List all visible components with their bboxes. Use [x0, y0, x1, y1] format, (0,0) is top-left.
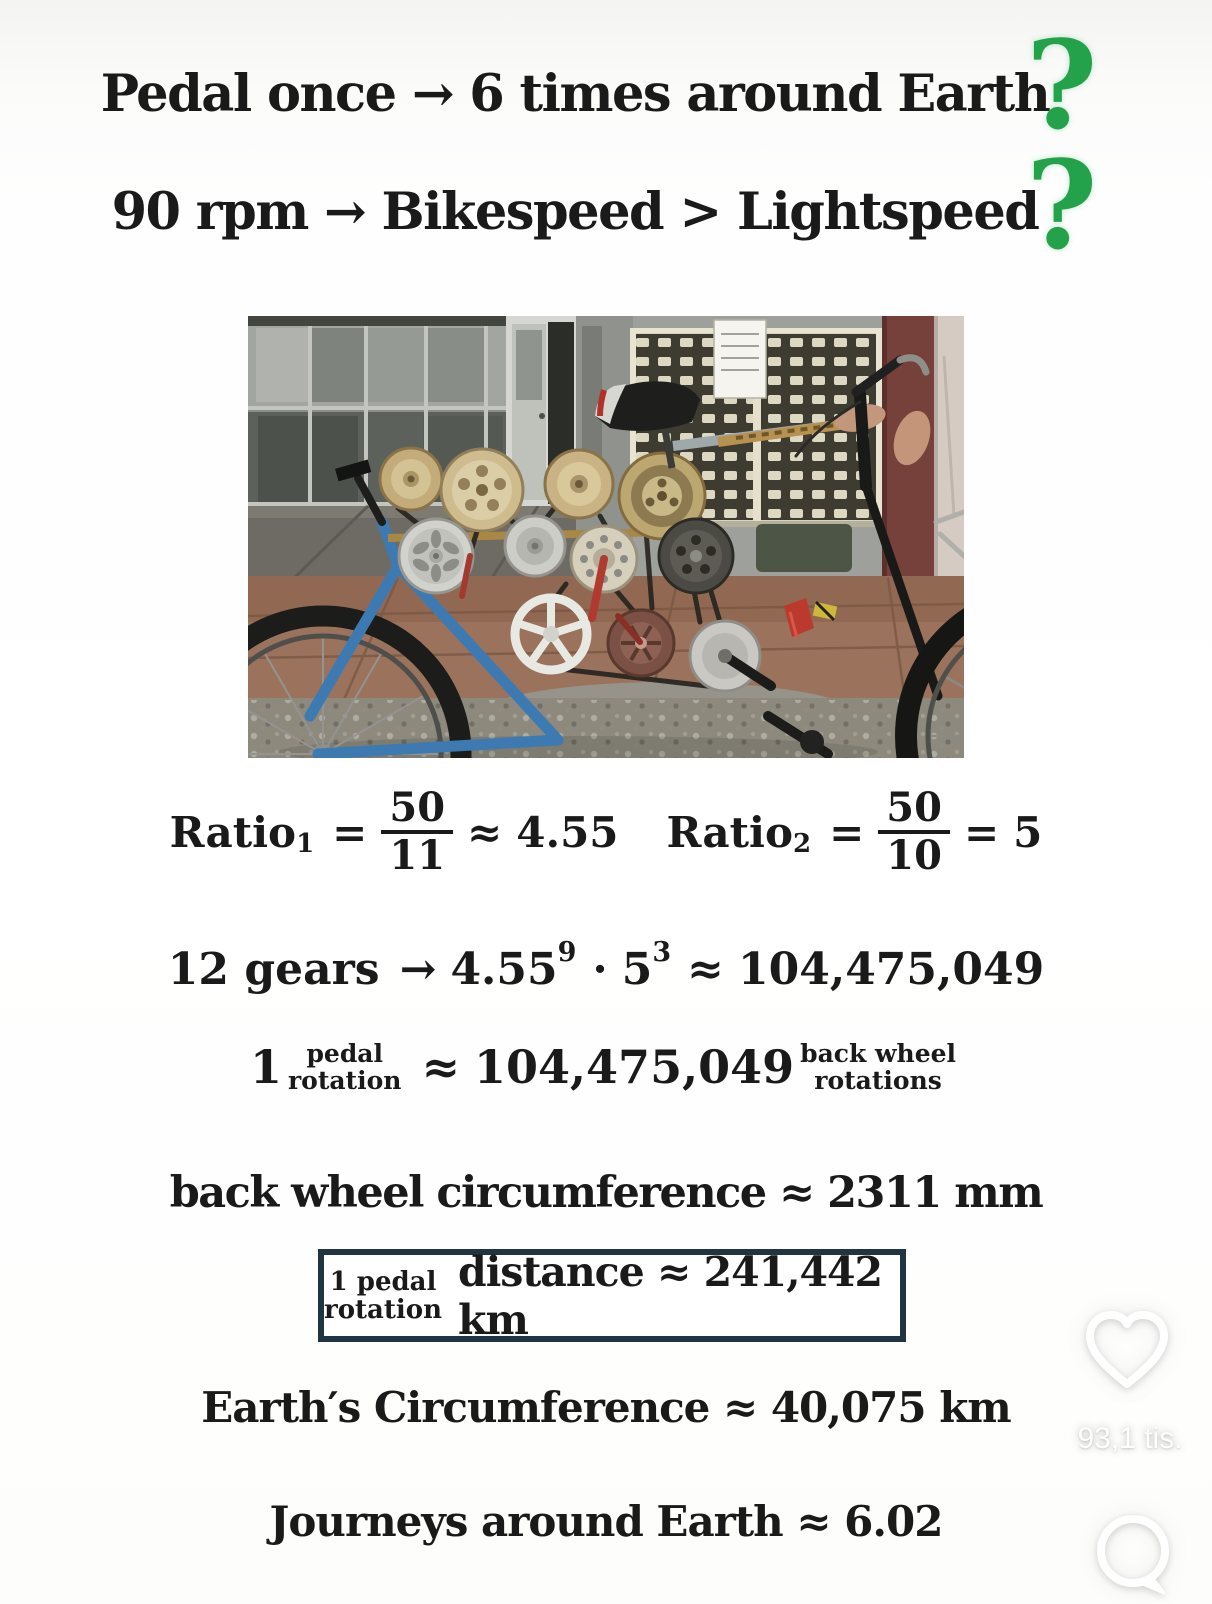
- like-button[interactable]: [1081, 1308, 1173, 1392]
- wheel-circumference-line: back wheel circumference ≈ 2311 mm: [169, 1168, 1043, 1218]
- rotations-value: 104,475,049: [474, 1040, 795, 1094]
- equals-sign: =: [963, 807, 1000, 857]
- journeys-line: Journeys around Earth ≈ 6.02: [269, 1497, 943, 1546]
- ratio-2-value: 5: [1013, 807, 1043, 857]
- base-2: 5: [621, 944, 653, 995]
- ratio-1-label: Ratio: [169, 807, 297, 857]
- ratio-1-subscript: 1: [296, 829, 315, 859]
- gears-lead: 12 gears: [167, 944, 380, 995]
- pedal-rotation-unit: pedal rotation: [287, 1039, 402, 1095]
- question-mark-1: ?: [1026, 13, 1098, 157]
- approx-sign: ≈: [467, 807, 503, 857]
- distance-box: [318, 1249, 906, 1342]
- denominator: 10: [878, 830, 950, 878]
- ratio-1: [170, 786, 619, 878]
- posted-paper: [714, 320, 766, 398]
- earth-circumference-line: Earth′s Circumference ≈ 40,075 km: [201, 1383, 1011, 1432]
- denominator: 11: [381, 830, 453, 878]
- arrow-sign: →: [399, 944, 437, 995]
- approx-sign: ≈: [421, 1040, 461, 1094]
- gear-count-formula: [0, 937, 1212, 995]
- trash-bin: [756, 524, 852, 572]
- comment-button[interactable]: [1089, 1510, 1177, 1598]
- exponent-2: 3: [652, 937, 672, 968]
- gears-result: 104,475,049: [738, 944, 1045, 995]
- coefficient: 1: [249, 1040, 282, 1094]
- equals-sign: =: [332, 807, 368, 857]
- title-line-2: 90 rpm → Bikespeed > Lightspeed: [111, 182, 1039, 242]
- equals-sign: =: [829, 807, 865, 857]
- ratio-2-subscript: 2: [792, 829, 812, 859]
- fraction-50-10: [878, 786, 950, 878]
- ratio-2-label: Ratio: [666, 807, 793, 857]
- dot-operator: ·: [592, 944, 608, 995]
- ratio-1-value: 4.55: [516, 807, 619, 857]
- question-mark-2: ?: [1026, 133, 1098, 277]
- bike-photo: [248, 316, 964, 758]
- numerator: 50: [886, 784, 942, 831]
- like-count: 93,1 tis.: [1077, 1422, 1183, 1455]
- approx-sign: ≈: [687, 944, 725, 995]
- exponent-1: 9: [557, 937, 577, 968]
- ratio-2: [667, 786, 1043, 878]
- base-1: 4.55: [450, 944, 558, 995]
- back-wheel-rotations-unit: back wheel rotations: [800, 1039, 957, 1095]
- distance-value: distance ≈ 241,442 km: [458, 1247, 883, 1344]
- title-line-1: Pedal once → 6 times around Earth: [100, 64, 1050, 124]
- pavement: [248, 576, 964, 758]
- numerator: 50: [389, 784, 446, 831]
- ratio-formula: [0, 786, 1212, 878]
- pedal-rotation-formula: [0, 1040, 1212, 1094]
- pedal-rotation-unit: 1 pedal rotation: [324, 1266, 443, 1325]
- comment-bubble-icon: [1089, 1510, 1177, 1598]
- fraction-50-11: [381, 786, 453, 878]
- heart-icon: [1081, 1308, 1173, 1392]
